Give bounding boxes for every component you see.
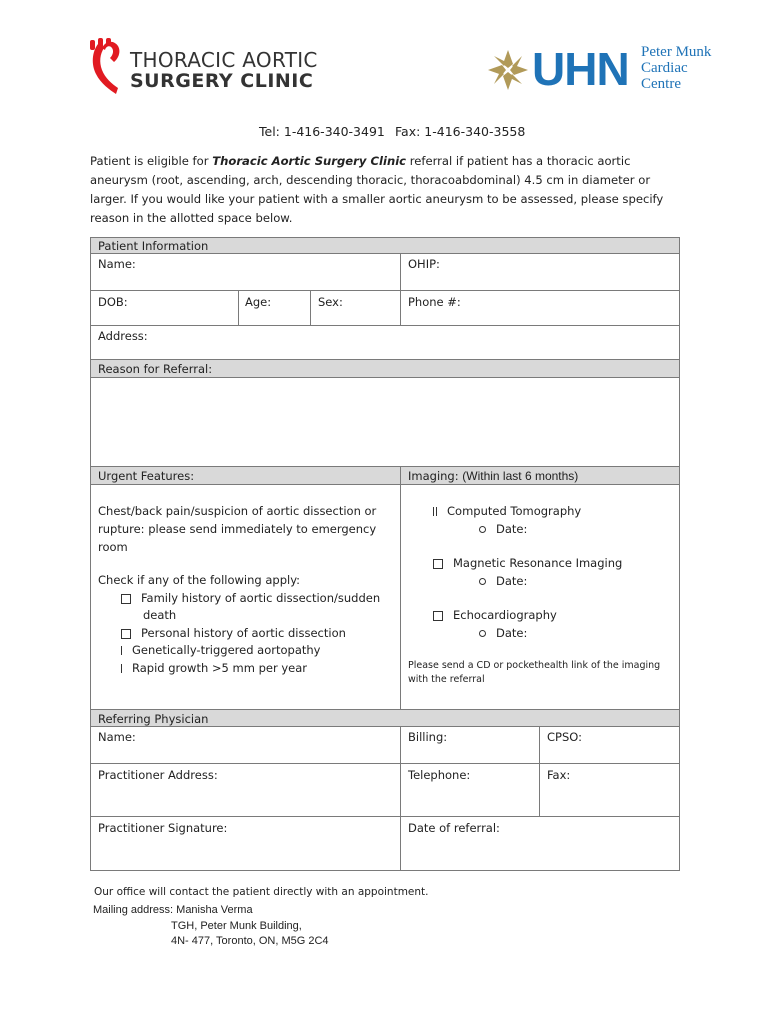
urgent-item-rapid-growth[interactable] — [121, 661, 307, 675]
physician-title: Referring Physician — [98, 712, 209, 726]
bullet-icon — [479, 578, 486, 585]
patient-age-field[interactable] — [238, 290, 311, 326]
checkbox-icon[interactable] — [433, 559, 443, 569]
imaging-mri-date[interactable] — [479, 574, 527, 588]
patient-ohip-label: OHIP: — [408, 257, 440, 271]
mailing-address-line2: TGH, Peter Munk Building, — [171, 920, 302, 932]
patient-age-label: Age: — [245, 295, 272, 309]
checkbox-icon[interactable] — [121, 629, 131, 639]
peter-munk-wordmark — [641, 44, 711, 92]
physician-fax-field[interactable] — [539, 763, 680, 817]
urgent-features-panel — [90, 484, 401, 710]
patient-sex-label: Sex: — [318, 295, 343, 309]
imaging-ct-date[interactable] — [479, 522, 527, 536]
patient-address-label: Address: — [98, 329, 148, 343]
physician-cpso-label: CPSO: — [547, 730, 582, 744]
checkbox-icon[interactable] — [433, 611, 443, 621]
intro-emphasis: Thoracic Aortic Surgery Clinic — [212, 154, 407, 168]
patient-sex-field[interactable] — [310, 290, 401, 326]
patient-name-field[interactable] — [90, 253, 401, 291]
checkbox-icon[interactable] — [121, 664, 122, 673]
physician-header — [90, 709, 680, 727]
reason-header — [90, 359, 680, 378]
practitioner-address-field[interactable] — [90, 763, 401, 817]
physician-name-label: Name: — [98, 730, 136, 744]
patient-dob-field[interactable] — [90, 290, 239, 326]
clinic-logo-line1: THORACIC AORTIC — [130, 48, 318, 72]
reason-title: Reason for Referral: — [98, 362, 213, 376]
clinic-fax: Fax: 1-416-340-3558 — [395, 124, 526, 139]
checkbox-icon[interactable] — [433, 507, 434, 516]
patient-address-field[interactable] — [90, 325, 680, 360]
imaging-ct-date-label: Date: — [496, 522, 528, 536]
checkbox-icon[interactable] — [121, 594, 131, 604]
clinic-telephone: Tel: 1-416-340-3491 — [259, 124, 385, 139]
imaging-panel — [400, 484, 680, 710]
imaging-header — [400, 466, 680, 485]
referral-date-label: Date of referral: — [408, 821, 500, 835]
intro-before: Patient is eligible for — [90, 154, 213, 168]
peter-munk-line2: Cardiac — [641, 60, 688, 76]
imaging-echo-option[interactable] — [433, 608, 557, 622]
urgent-item-family-history-label: Family history of aortic dissection/sudden — [141, 591, 381, 605]
uhn-emblem-icon — [486, 48, 530, 92]
eligibility-intro — [90, 152, 670, 228]
checkbox-icon-right — [436, 507, 437, 516]
aorta-icon — [88, 38, 124, 98]
imaging-title — [408, 469, 578, 483]
referral-date-field[interactable] — [400, 816, 680, 871]
mailing-address-line3: 4N- 477, Toronto, ON, M5G 2C4 — [171, 935, 329, 947]
imaging-title-note: (Within last 6 months) — [462, 469, 579, 483]
urgent-item-rapid-growth-label: Rapid growth >5 mm per year — [132, 661, 307, 675]
bullet-icon — [479, 630, 486, 637]
urgent-title: Urgent Features: — [98, 469, 195, 483]
imaging-mri-date-label: Date: — [496, 574, 528, 588]
patient-info-title: Patient Information — [98, 239, 209, 253]
clinic-logo — [88, 38, 328, 98]
intro-after: referral if patient has a thoracic aortic aneurysm (root, ascending, arch, descending thoracic, thoracoabdominal) 4.5 cm in diameter or larger. If you would like your patient with a smaller aortic aneurysm to be assessed, please specify reason in the allotted space below. — [90, 154, 664, 225]
peter-munk-line1: Peter Munk — [641, 44, 712, 60]
physician-cpso-field[interactable] — [539, 726, 680, 764]
patient-phone-field[interactable] — [400, 290, 680, 326]
urgent-item-genetic[interactable] — [121, 643, 321, 657]
imaging-note — [408, 659, 660, 687]
urgent-header — [90, 466, 401, 485]
physician-billing-label: Billing: — [408, 730, 448, 744]
urgent-item-genetic-label: Genetically-triggered aortopathy — [132, 643, 321, 657]
physician-telephone-label: Telephone: — [408, 768, 471, 782]
imaging-mri-option[interactable] — [433, 556, 622, 570]
urgent-item-family-history-cont: death — [143, 608, 177, 622]
uhn-wordmark: UHN — [532, 43, 629, 95]
practitioner-signature-label: Practitioner Signature: — [98, 821, 228, 835]
urgent-chest-line3: room — [98, 540, 128, 554]
urgent-item-family-history[interactable] — [121, 591, 380, 605]
patient-info-header — [90, 237, 680, 254]
imaging-echo-label: Echocardiography — [453, 608, 557, 622]
imaging-note-line1: Please send a CD or pockethealth link of the imaging — [408, 660, 661, 671]
urgent-chest-line2: rupture: please send immediately to emergency — [98, 522, 377, 536]
bullet-icon — [479, 526, 486, 533]
patient-phone-label: Phone #: — [408, 295, 461, 309]
uhn-logo — [486, 44, 726, 100]
practitioner-address-label: Practitioner Address: — [98, 768, 218, 782]
imaging-echo-date-label: Date: — [496, 626, 528, 640]
imaging-ct-option[interactable] — [433, 504, 581, 518]
patient-name-label: Name: — [98, 257, 136, 271]
urgent-check-intro: Check if any of the following apply: — [98, 573, 301, 587]
urgent-chest-line1: Chest/back pain/suspicion of aortic dissection or — [98, 504, 377, 518]
reason-textarea[interactable] — [90, 377, 680, 467]
patient-ohip-field[interactable] — [400, 253, 680, 291]
checkbox-icon[interactable] — [121, 646, 122, 655]
clinic-logo-line2: SURGERY CLINIC — [130, 70, 314, 92]
patient-dob-label: DOB: — [98, 295, 128, 309]
physician-fax-label: Fax: — [547, 768, 571, 782]
contact-notice: Our office will contact the patient directly with an appointment. — [94, 886, 429, 898]
imaging-title-text: Imaging: — [408, 469, 459, 483]
physician-telephone-field[interactable] — [400, 763, 540, 817]
imaging-note-line2: with the referral — [408, 674, 485, 685]
physician-name-field[interactable] — [90, 726, 401, 764]
physician-billing-field[interactable] — [400, 726, 540, 764]
urgent-item-personal-history-label: Personal history of aortic dissection — [141, 626, 346, 640]
imaging-echo-date[interactable] — [479, 626, 527, 640]
imaging-ct-label: Computed Tomography — [447, 504, 582, 518]
practitioner-signature-field[interactable] — [90, 816, 401, 871]
imaging-mri-label: Magnetic Resonance Imaging — [453, 556, 623, 570]
mailing-address-label: Mailing address: Manisha Verma — [93, 904, 253, 916]
peter-munk-line3: Centre — [641, 76, 681, 92]
urgent-item-personal-history[interactable] — [121, 626, 346, 640]
referral-form — [90, 237, 680, 871]
